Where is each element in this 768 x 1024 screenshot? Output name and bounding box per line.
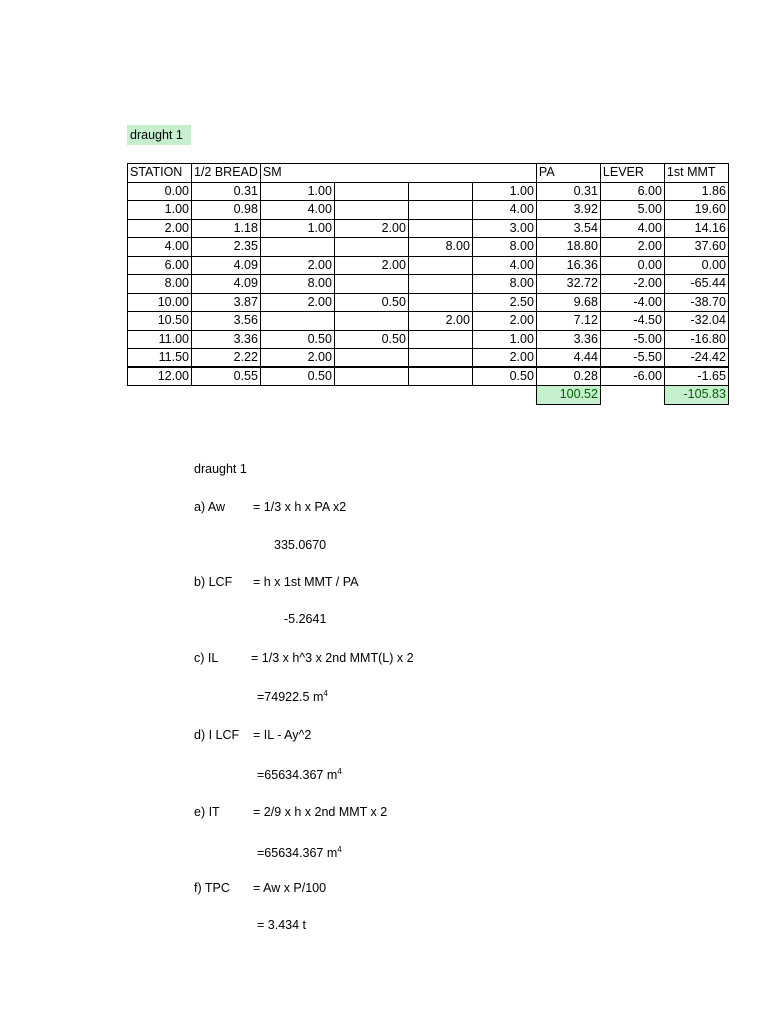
- cell-lever: -6.00: [600, 367, 664, 386]
- cell-sm-total: 2.00: [472, 312, 536, 331]
- cell-station: 2.00: [128, 219, 192, 238]
- cell-first-mmt: 37.60: [664, 238, 728, 257]
- col-header-pa: PA: [536, 164, 600, 183]
- cell-sm-2: [334, 275, 408, 294]
- cell-sm-total: 8.00: [472, 275, 536, 294]
- aw-formula: = 1/3 x h x PA x2: [253, 500, 347, 514]
- cell-sm-3: [408, 293, 472, 312]
- it-result-exponent: 4: [337, 845, 342, 854]
- cell-half-breadth: 3.56: [192, 312, 261, 331]
- cell-sm-total: 8.00: [472, 238, 536, 257]
- cell-sm-2: [334, 201, 408, 220]
- cell-pa: 3.92: [536, 201, 600, 220]
- cell-lever: -4.50: [600, 312, 664, 331]
- tpc-result: = 3.434 t: [257, 918, 306, 932]
- lcf-label: b) LCF: [194, 575, 233, 589]
- cell-station: 1.00: [128, 201, 192, 220]
- sheet-title: draught 1: [127, 125, 191, 145]
- col-header-lever: LEVER: [600, 164, 664, 183]
- pa-total: 100.52: [536, 386, 600, 405]
- aw-result: 335.0670: [274, 538, 327, 552]
- cell-station: 11.50: [128, 349, 192, 368]
- cell-sm-3: [408, 201, 472, 220]
- it-result-value: =65634.367 m: [257, 846, 338, 860]
- cell-first-mmt: -16.80: [664, 330, 728, 349]
- ilcf-label: d) I LCF: [194, 728, 240, 742]
- ilcf-result-value: =65634.367 m: [257, 768, 338, 782]
- il-result: [257, 689, 328, 704]
- table-row: [128, 238, 729, 257]
- cell-sm-3: 2.00: [408, 312, 472, 331]
- cell-pa: 3.54: [536, 219, 600, 238]
- table-row: [128, 275, 729, 294]
- cell-station: 12.00: [128, 367, 192, 386]
- cell-station: 8.00: [128, 275, 192, 294]
- table-row: [128, 219, 729, 238]
- cell-first-mmt: -38.70: [664, 293, 728, 312]
- cell-sm-3: 8.00: [408, 238, 472, 257]
- cell-sm-3: [408, 367, 472, 386]
- cell-station: 10.00: [128, 293, 192, 312]
- cell-pa: 18.80: [536, 238, 600, 257]
- cell-first-mmt: -65.44: [664, 275, 728, 294]
- cell-sm-total: 3.00: [472, 219, 536, 238]
- cell-half-breadth: 0.31: [192, 182, 261, 201]
- cell-lever: 2.00: [600, 238, 664, 257]
- cell-sm-2: [334, 367, 408, 386]
- col-header-sm-2: [334, 164, 408, 183]
- tpc-formula: = Aw x P/100: [253, 881, 327, 895]
- col-header-station: STATION: [128, 164, 192, 183]
- table-row: [128, 182, 729, 201]
- empty-cell: [128, 386, 192, 405]
- cell-lever: -2.00: [600, 275, 664, 294]
- cell-sm-2: [334, 349, 408, 368]
- cell-sm-total: 0.50: [472, 367, 536, 386]
- table-row: [128, 201, 729, 220]
- cell-sm-3: [408, 349, 472, 368]
- cell-first-mmt: 0.00: [664, 256, 728, 275]
- cell-lever: 0.00: [600, 256, 664, 275]
- cell-half-breadth: 4.09: [192, 275, 261, 294]
- header-row: [128, 164, 729, 183]
- empty-cell: [472, 386, 536, 405]
- calc-title: draught 1: [194, 462, 247, 476]
- cell-lever: 4.00: [600, 219, 664, 238]
- table-row: [128, 367, 729, 386]
- cell-sm-1: 2.00: [260, 349, 334, 368]
- cell-sm-1: 1.00: [260, 219, 334, 238]
- empty-cell: [260, 386, 334, 405]
- cell-half-breadth: 2.35: [192, 238, 261, 257]
- cell-station: 6.00: [128, 256, 192, 275]
- cell-sm-1: [260, 238, 334, 257]
- cell-first-mmt: -24.42: [664, 349, 728, 368]
- it-label: e) IT: [194, 805, 220, 819]
- cell-pa: 7.12: [536, 312, 600, 331]
- cell-lever: 6.00: [600, 182, 664, 201]
- lcf-formula: = h x 1st MMT / PA: [253, 575, 359, 589]
- cell-station: 11.00: [128, 330, 192, 349]
- il-label: c) IL: [194, 651, 219, 665]
- ilcf-formula: = IL - Ay^2: [253, 728, 312, 742]
- col-header-sm-total: [472, 164, 536, 183]
- cell-sm-1: 2.00: [260, 293, 334, 312]
- table-row: [128, 330, 729, 349]
- aw-label: a) Aw: [194, 500, 226, 514]
- cell-lever: 5.00: [600, 201, 664, 220]
- cell-pa: 3.36: [536, 330, 600, 349]
- cell-sm-3: [408, 219, 472, 238]
- cell-sm-3: [408, 330, 472, 349]
- cell-lever: -5.50: [600, 349, 664, 368]
- cell-half-breadth: 3.36: [192, 330, 261, 349]
- cell-sm-1: 2.00: [260, 256, 334, 275]
- empty-cell: [192, 386, 261, 405]
- cell-first-mmt: 14.16: [664, 219, 728, 238]
- cell-sm-total: 1.00: [472, 182, 536, 201]
- cell-half-breadth: 0.55: [192, 367, 261, 386]
- cell-sm-2: 2.00: [334, 219, 408, 238]
- cell-sm-2: 2.00: [334, 256, 408, 275]
- cell-half-breadth: 4.09: [192, 256, 261, 275]
- cell-sm-total: 4.00: [472, 201, 536, 220]
- table-row: [128, 293, 729, 312]
- empty-cell: [600, 386, 664, 405]
- lcf-result: -5.2641: [284, 612, 327, 626]
- cell-sm-total: 2.00: [472, 349, 536, 368]
- cell-sm-1: 1.00: [260, 182, 334, 201]
- cell-sm-1: 0.50: [260, 330, 334, 349]
- cell-half-breadth: 1.18: [192, 219, 261, 238]
- totals-row: [128, 386, 729, 405]
- col-header-half-breadth: 1/2 BREAD: [192, 164, 261, 183]
- il-result-value: =74922.5 m: [257, 690, 324, 704]
- cell-station: 10.50: [128, 312, 192, 331]
- cell-sm-1: 0.50: [260, 367, 334, 386]
- ilcf-result-exponent: 4: [337, 767, 342, 776]
- tpc-label: f) TPC: [194, 881, 230, 895]
- table-body: [128, 164, 729, 405]
- table-row: [128, 349, 729, 368]
- table-row: [128, 256, 729, 275]
- mmt-total: -105.83: [664, 386, 728, 405]
- empty-cell: [334, 386, 408, 405]
- cell-first-mmt: 1.86: [664, 182, 728, 201]
- cell-pa: 4.44: [536, 349, 600, 368]
- cell-first-mmt: 19.60: [664, 201, 728, 220]
- cell-sm-1: 8.00: [260, 275, 334, 294]
- col-header-first-mmt: 1st MMT: [664, 164, 728, 183]
- cell-sm-total: 4.00: [472, 256, 536, 275]
- cell-half-breadth: 0.98: [192, 201, 261, 220]
- il-formula: = 1/3 x h^3 x 2nd MMT(L) x 2: [251, 651, 414, 665]
- col-header-sm-3: [408, 164, 472, 183]
- cell-sm-3: [408, 275, 472, 294]
- cell-pa: 32.72: [536, 275, 600, 294]
- cell-pa: 0.31: [536, 182, 600, 201]
- cell-half-breadth: 3.87: [192, 293, 261, 312]
- il-result-exponent: 4: [323, 689, 328, 698]
- cell-lever: -4.00: [600, 293, 664, 312]
- it-formula: = 2/9 x h x 2nd MMT x 2: [253, 805, 388, 819]
- cell-station: 0.00: [128, 182, 192, 201]
- cell-sm-1: 4.00: [260, 201, 334, 220]
- cell-pa: 0.28: [536, 367, 600, 386]
- cell-pa: 9.68: [536, 293, 600, 312]
- cell-sm-2: [334, 182, 408, 201]
- cell-sm-2: [334, 312, 408, 331]
- cell-sm-2: [334, 238, 408, 257]
- table-row: [128, 312, 729, 331]
- cell-station: 4.00: [128, 238, 192, 257]
- cell-sm-3: [408, 256, 472, 275]
- cell-sm-3: [408, 182, 472, 201]
- cell-sm-2: 0.50: [334, 293, 408, 312]
- ilcf-result: [257, 767, 342, 782]
- cell-first-mmt: -32.04: [664, 312, 728, 331]
- cell-first-mmt: -1.65: [664, 367, 728, 386]
- empty-cell: [408, 386, 472, 405]
- cell-sm-total: 2.50: [472, 293, 536, 312]
- data-table: [127, 163, 729, 405]
- cell-half-breadth: 2.22: [192, 349, 261, 368]
- cell-sm-total: 1.00: [472, 330, 536, 349]
- cell-sm-1: [260, 312, 334, 331]
- col-header-sm: SM: [260, 164, 334, 183]
- cell-lever: -5.00: [600, 330, 664, 349]
- cell-pa: 16.36: [536, 256, 600, 275]
- it-result: [257, 845, 342, 860]
- cell-sm-2: 0.50: [334, 330, 408, 349]
